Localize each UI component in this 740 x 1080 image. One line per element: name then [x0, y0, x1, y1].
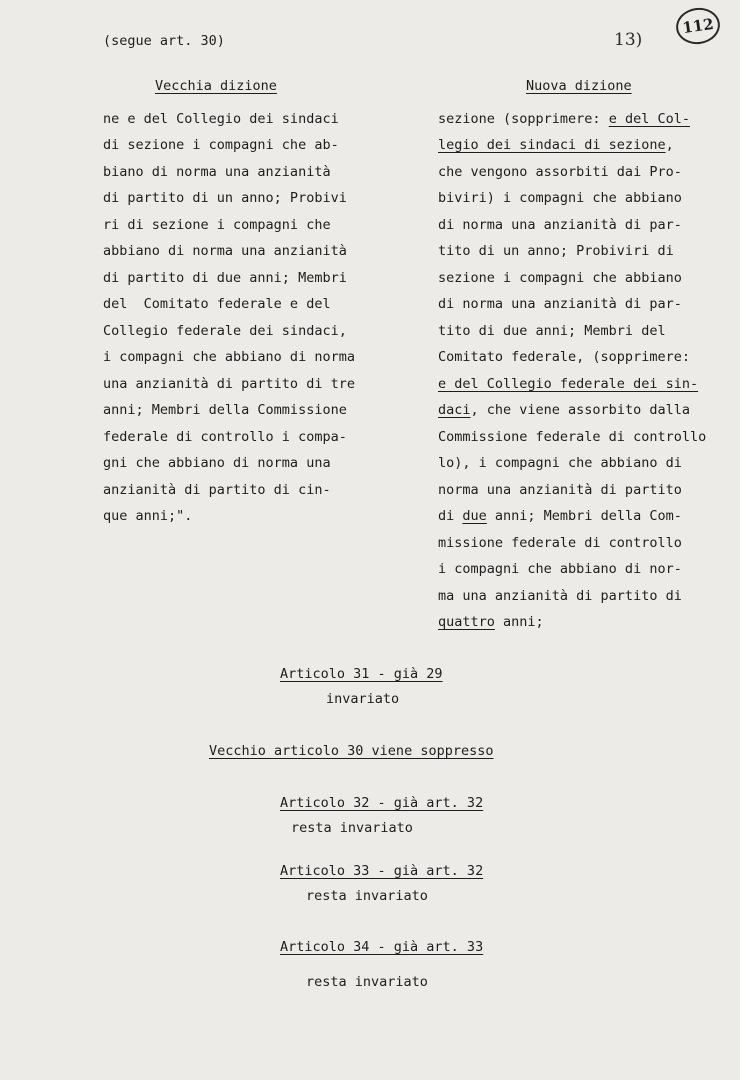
article-33-title: Articolo 33 - già art. 32 — [280, 863, 484, 879]
old-line: del Comitato federale e del — [103, 296, 331, 312]
new-line: di norma una anzianità di par- — [438, 217, 682, 233]
new-line-text: , che viene assorbito dalla — [470, 402, 690, 418]
new-line — [438, 139, 674, 153]
new-line-text: sezione (sopprimere: — [438, 111, 609, 127]
new-line: che vengono assorbiti dai Pro- — [438, 164, 682, 180]
new-line: di norma una anzianità di par- — [438, 296, 682, 312]
new-line-text: anni; Membri della Com- — [486, 508, 682, 524]
new-line: Comitato federale, (sopprimere: — [438, 349, 690, 365]
old-line: ne e del Collegio dei sindaci — [103, 111, 339, 127]
new-line-text: di — [438, 508, 463, 524]
old-article-30-suppressed: Vecchio articolo 30 viene soppresso — [209, 743, 494, 759]
new-line-underlined: daci — [438, 402, 471, 418]
page-number-stamp — [674, 5, 723, 47]
new-line: Commissione federale di controllo — [438, 429, 707, 445]
article-31-title: Articolo 31 - già 29 — [280, 666, 443, 682]
new-line: i compagni che abbiano di nor- — [438, 561, 682, 577]
old-line: biano di norma una anzianità — [103, 164, 331, 180]
new-line-underlined: e del Col- — [608, 111, 690, 127]
new-line: lo), i compagni che abbiano di — [438, 455, 682, 471]
article-32-note: resta invariato — [291, 820, 413, 836]
article-31-note: invariato — [326, 691, 400, 707]
handwritten-page-mark: 13) — [614, 30, 643, 50]
old-line: ri di sezione i compagni che — [103, 217, 331, 233]
new-line: norma una anzianità di partito — [438, 482, 682, 498]
old-line: abbiano di norma una anzianità — [103, 243, 347, 259]
new-line — [438, 510, 682, 524]
article-34-title: Articolo 34 - già art. 33 — [280, 939, 484, 955]
continuation-label: (segue art. 30) — [103, 33, 225, 49]
new-line-text: , — [665, 137, 674, 153]
new-line: tito di un anno; Probiviri di — [438, 243, 674, 259]
new-line-underlined: quattro — [438, 614, 495, 630]
old-line: di partito di un anno; Probivi — [103, 190, 347, 206]
article-33-note: resta invariato — [306, 888, 428, 904]
new-line: tito di due anni; Membri del — [438, 323, 666, 339]
new-line — [438, 113, 690, 127]
new-line — [438, 616, 544, 630]
new-line: missione federale di controllo — [438, 535, 682, 551]
article-32-title: Articolo 32 - già art. 32 — [280, 795, 484, 811]
new-line — [438, 404, 690, 418]
old-line: anzianità di partito di cin- — [103, 482, 331, 498]
old-line: federale di controllo i compa- — [103, 429, 347, 445]
old-wording-heading: Vecchia dizione — [155, 78, 277, 94]
old-line: di sezione i compagni che ab- — [103, 137, 339, 153]
page-number-stamp-text: 112 — [681, 14, 715, 38]
new-line-underlined: e del Collegio federale dei sin- — [438, 376, 699, 392]
old-line: anni; Membri della Commissione — [103, 402, 347, 418]
new-line-text: anni; — [494, 614, 544, 630]
old-line: una anzianità di partito di tre — [103, 376, 355, 392]
old-line: Collegio federale dei sindaci, — [103, 323, 347, 339]
article-34-note: resta invariato — [306, 974, 428, 990]
new-line-underlined: legio dei sindaci di sezione — [438, 137, 666, 153]
new-line: sezione i compagni che abbiano — [438, 270, 682, 286]
new-line: biviri) i compagni che abbiano — [438, 190, 682, 206]
old-line: gni che abbiano di norma una — [103, 455, 331, 471]
old-line: di partito di due anni; Membri — [103, 270, 347, 286]
old-line: i compagni che abbiano di norma — [103, 349, 355, 365]
new-line: ma una anzianità di partito di — [438, 588, 682, 604]
new-line-underlined: due — [462, 508, 487, 524]
old-line: que anni;". — [103, 508, 193, 524]
new-wording-heading: Nuova dizione — [526, 78, 632, 94]
